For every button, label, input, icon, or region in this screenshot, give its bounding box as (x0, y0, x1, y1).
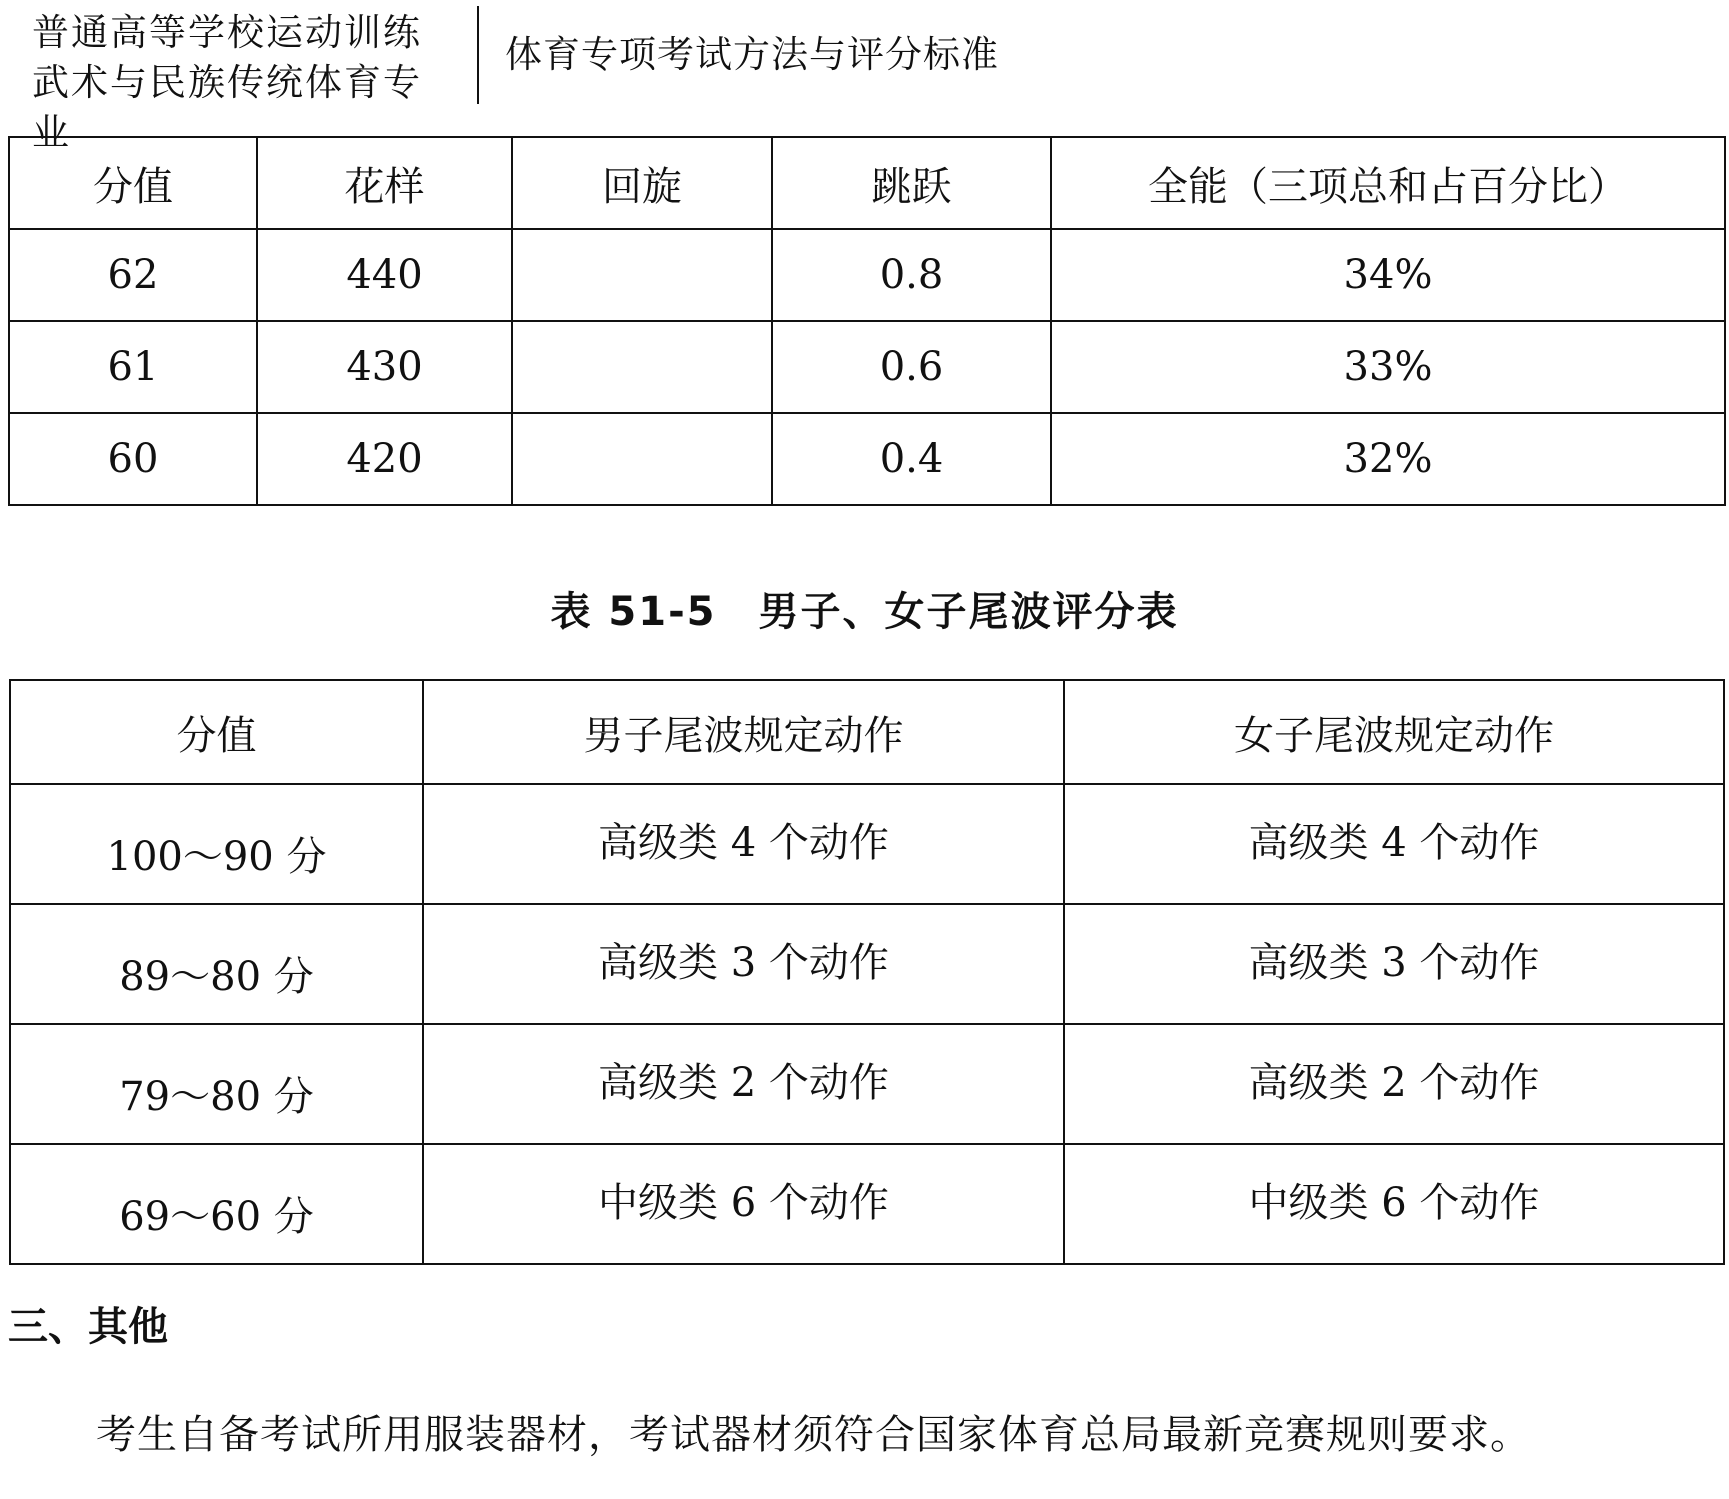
table-row (9, 229, 1725, 321)
score-table-continued (8, 136, 1726, 506)
table-cell: 高级类 2 个动作 (423, 1024, 1064, 1144)
table-header-cell: 跳跃 (772, 137, 1051, 229)
table-cell: 中级类 6 个动作 (1064, 1144, 1724, 1264)
table-cell: 62 (9, 229, 257, 321)
table-row (9, 413, 1725, 505)
table-header-cell: 分值 (9, 137, 257, 229)
table-row (10, 784, 1724, 904)
table-cell: 32% (1051, 413, 1725, 505)
table-cell: 100～90 分 (10, 784, 423, 904)
table-cell: 69～60 分 (10, 1144, 423, 1264)
table-cell: 440 (257, 229, 512, 321)
table-cell: 420 (257, 413, 512, 505)
table-cell: 高级类 3 个动作 (1064, 904, 1724, 1024)
table-cell: 0.8 (772, 229, 1051, 321)
table-cell: 0.6 (772, 321, 1051, 413)
table-cell: 430 (257, 321, 512, 413)
table-row (10, 904, 1724, 1024)
header-title: 体育专项考试方法与评分标准 (505, 33, 999, 76)
table-header-cell: 女子尾波规定动作 (1064, 680, 1724, 784)
table-header-cell: 花样 (257, 137, 512, 229)
table-header-cell: 回旋 (512, 137, 772, 229)
table-header-cell: 男子尾波规定动作 (423, 680, 1064, 784)
section-paragraph: 考生自备考试所用服装器材，考试器材须符合国家体育总局最新竞赛规则要求。 (96, 1412, 1531, 1458)
table-cell: 61 (9, 321, 257, 413)
table-cell: 60 (9, 413, 257, 505)
tail-wave-score-table (9, 679, 1725, 1265)
table-cell (512, 321, 772, 413)
section-heading: 三、其他 (8, 1304, 168, 1350)
table-cell: 高级类 2 个动作 (1064, 1024, 1724, 1144)
table-cell (512, 229, 772, 321)
table-header-cell: 全能（三项总和占百分比） (1051, 137, 1725, 229)
table-row (9, 321, 1725, 413)
table-cell: 高级类 4 个动作 (423, 784, 1064, 904)
table-cell: 79～80 分 (10, 1024, 423, 1144)
header-line-1: 普通高等学校运动训练 (32, 11, 422, 54)
table-cell: 高级类 4 个动作 (1064, 784, 1724, 904)
table-cell: 中级类 6 个动作 (423, 1144, 1064, 1264)
table-row (10, 1144, 1724, 1264)
table-header-row (10, 680, 1724, 784)
header-line-2: 武术与民族传统体育专业 (32, 61, 422, 154)
table-cell (512, 413, 772, 505)
table-row (10, 1024, 1724, 1144)
table-cell: 34% (1051, 229, 1725, 321)
table-cell: 0.4 (772, 413, 1051, 505)
table-cell: 89～80 分 (10, 904, 423, 1024)
header-divider (477, 6, 479, 104)
table-cell: 高级类 3 个动作 (423, 904, 1064, 1024)
table-header-row (9, 137, 1725, 229)
table-caption: 表 51-5 男子、女子尾波评分表 (550, 589, 1179, 635)
table-cell: 33% (1051, 321, 1725, 413)
page-header (0, 0, 1729, 154)
table-header-cell: 分值 (10, 680, 423, 784)
